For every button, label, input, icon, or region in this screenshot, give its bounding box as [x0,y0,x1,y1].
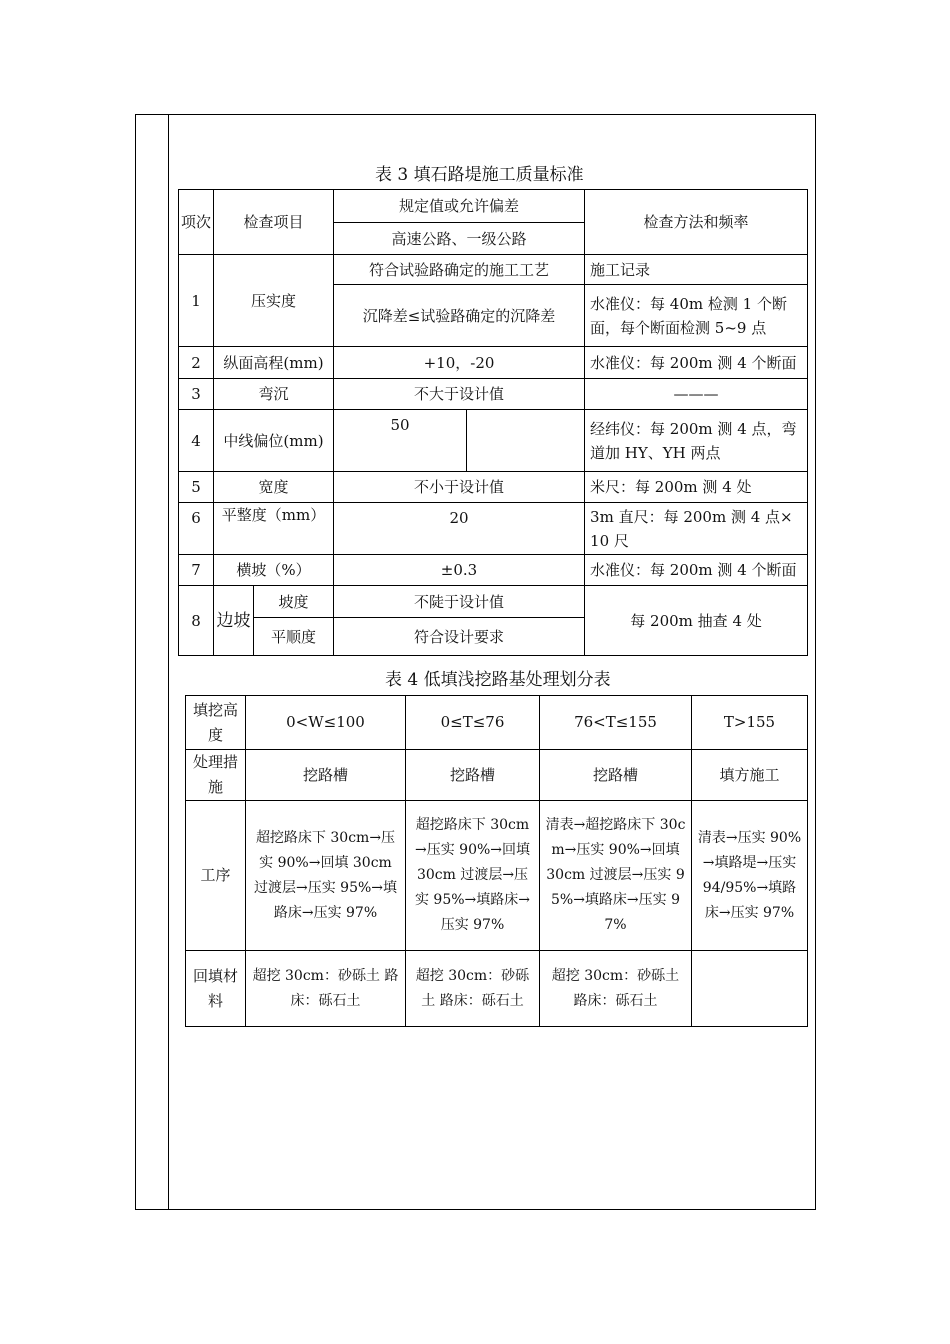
header-spec-sub: 高速公路、一级公路 [334,223,585,255]
row7-no: 7 [179,555,214,586]
row4-spec-extra [467,410,585,472]
material-col4 [692,951,808,1027]
row3-no: 3 [179,379,214,410]
frame-divider [168,114,169,1210]
row1-spec-a: 符合试验路确定的施工工艺 [334,255,585,285]
row8-item: 边坡 [214,586,254,656]
row4-item: 中线偏位(mm) [214,410,334,472]
header-item: 检查项目 [214,190,334,255]
process-col4: 清表→压实 90%→填路堤→压实 94/95%→填路床→压实 97% [692,801,808,951]
row1-method-a: 施工记录 [585,255,808,285]
row1-item: 压实度 [214,255,334,347]
header-spec: 规定值或允许偏差 [334,190,585,223]
process-col3: 清表→超挖路床下 30cm→压实 90%→回填 30cm 过渡层→压实 95%→填路床→压实 97% [540,801,692,951]
process-col2: 超挖路床下 30cm→压实 90%→回填 30cm 过渡层→压实 95%→填路床→压实 97% [406,801,540,951]
measure-col1: 挖路槽 [246,750,406,801]
row1-spec-b: 沉降差≤试验路确定的沉降差 [334,285,585,347]
row5-spec: 不小于设计值 [334,472,585,503]
row4-method: 经纬仪：每 200m 测 4 点，弯道加 HY、YH 两点 [585,410,808,472]
measure-col2: 挖路槽 [406,750,540,801]
table3 [178,189,808,656]
row5-item: 宽度 [214,472,334,503]
process-col1: 超挖路床下 30cm→压实 90%→回填 30cm 过渡层→压实 95%→填路床→压实 97% [246,801,406,951]
row8-sub-a: 坡度 [254,586,334,618]
measure-col3: 挖路槽 [540,750,692,801]
row8-method: 每 200m 抽查 4 处 [585,586,808,656]
label-measure: 处理措施 [186,750,246,801]
row5-method: 米尺：每 200m 测 4 处 [585,472,808,503]
row3-method: ——— [585,379,808,410]
row5-no: 5 [179,472,214,503]
table3-caption: 表 3 填石路堤施工质量标准 [375,165,584,185]
measure-col4: 填方施工 [692,750,808,801]
row6-no: 6 [179,503,214,555]
label-material: 回填材料 [186,951,246,1027]
row7-item: 横坡（%） [214,555,334,586]
row2-item: 纵面高程(mm) [214,347,334,379]
height-col3: 76<T≤155 [540,696,692,750]
label-height: 填挖高度 [186,696,246,750]
row3-spec: 不大于设计值 [334,379,585,410]
header-method: 检查方法和频率 [585,190,808,255]
row8-spec-b: 符合设计要求 [334,618,585,656]
row7-spec: ±0.3 [334,555,585,586]
table4 [185,695,808,1027]
row1-method-b: 水准仪：每 40m 检测 1 个断面，每个断面检测 5~9 点 [585,285,808,347]
material-col1: 超挖 30cm：砂砾土 路床：砾石土 [246,951,406,1027]
height-col1: 0<W≤100 [246,696,406,750]
header-no: 项次 [179,190,214,255]
row8-no: 8 [179,586,214,656]
row2-no: 2 [179,347,214,379]
height-col4: T>155 [692,696,808,750]
height-col2: 0≤T≤76 [406,696,540,750]
row3-item: 弯沉 [214,379,334,410]
row4-spec: 50 [334,410,467,472]
row8-sub-b: 平顺度 [254,618,334,656]
row6-spec: 20 [334,503,585,555]
row1-no: 1 [179,255,214,347]
row2-method: 水准仪：每 200m 测 4 个断面 [585,347,808,379]
row8-spec-a: 不陡于设计值 [334,586,585,618]
material-col3: 超挖 30cm：砂砾土 路床：砾石土 [540,951,692,1027]
row7-method: 水准仪：每 200m 测 4 个断面 [585,555,808,586]
table4-caption: 表 4 低填浅挖路基处理划分表 [385,670,611,690]
row4-no: 4 [179,410,214,472]
label-process: 工序 [186,801,246,951]
row6-method: 3m 直尺：每 200m 测 4 点×10 尺 [585,503,808,555]
row6-item: 平整度（mm） [214,503,334,555]
row2-spec: +10，-20 [334,347,585,379]
material-col2: 超挖 30cm：砂砾土 路床：砾石土 [406,951,540,1027]
